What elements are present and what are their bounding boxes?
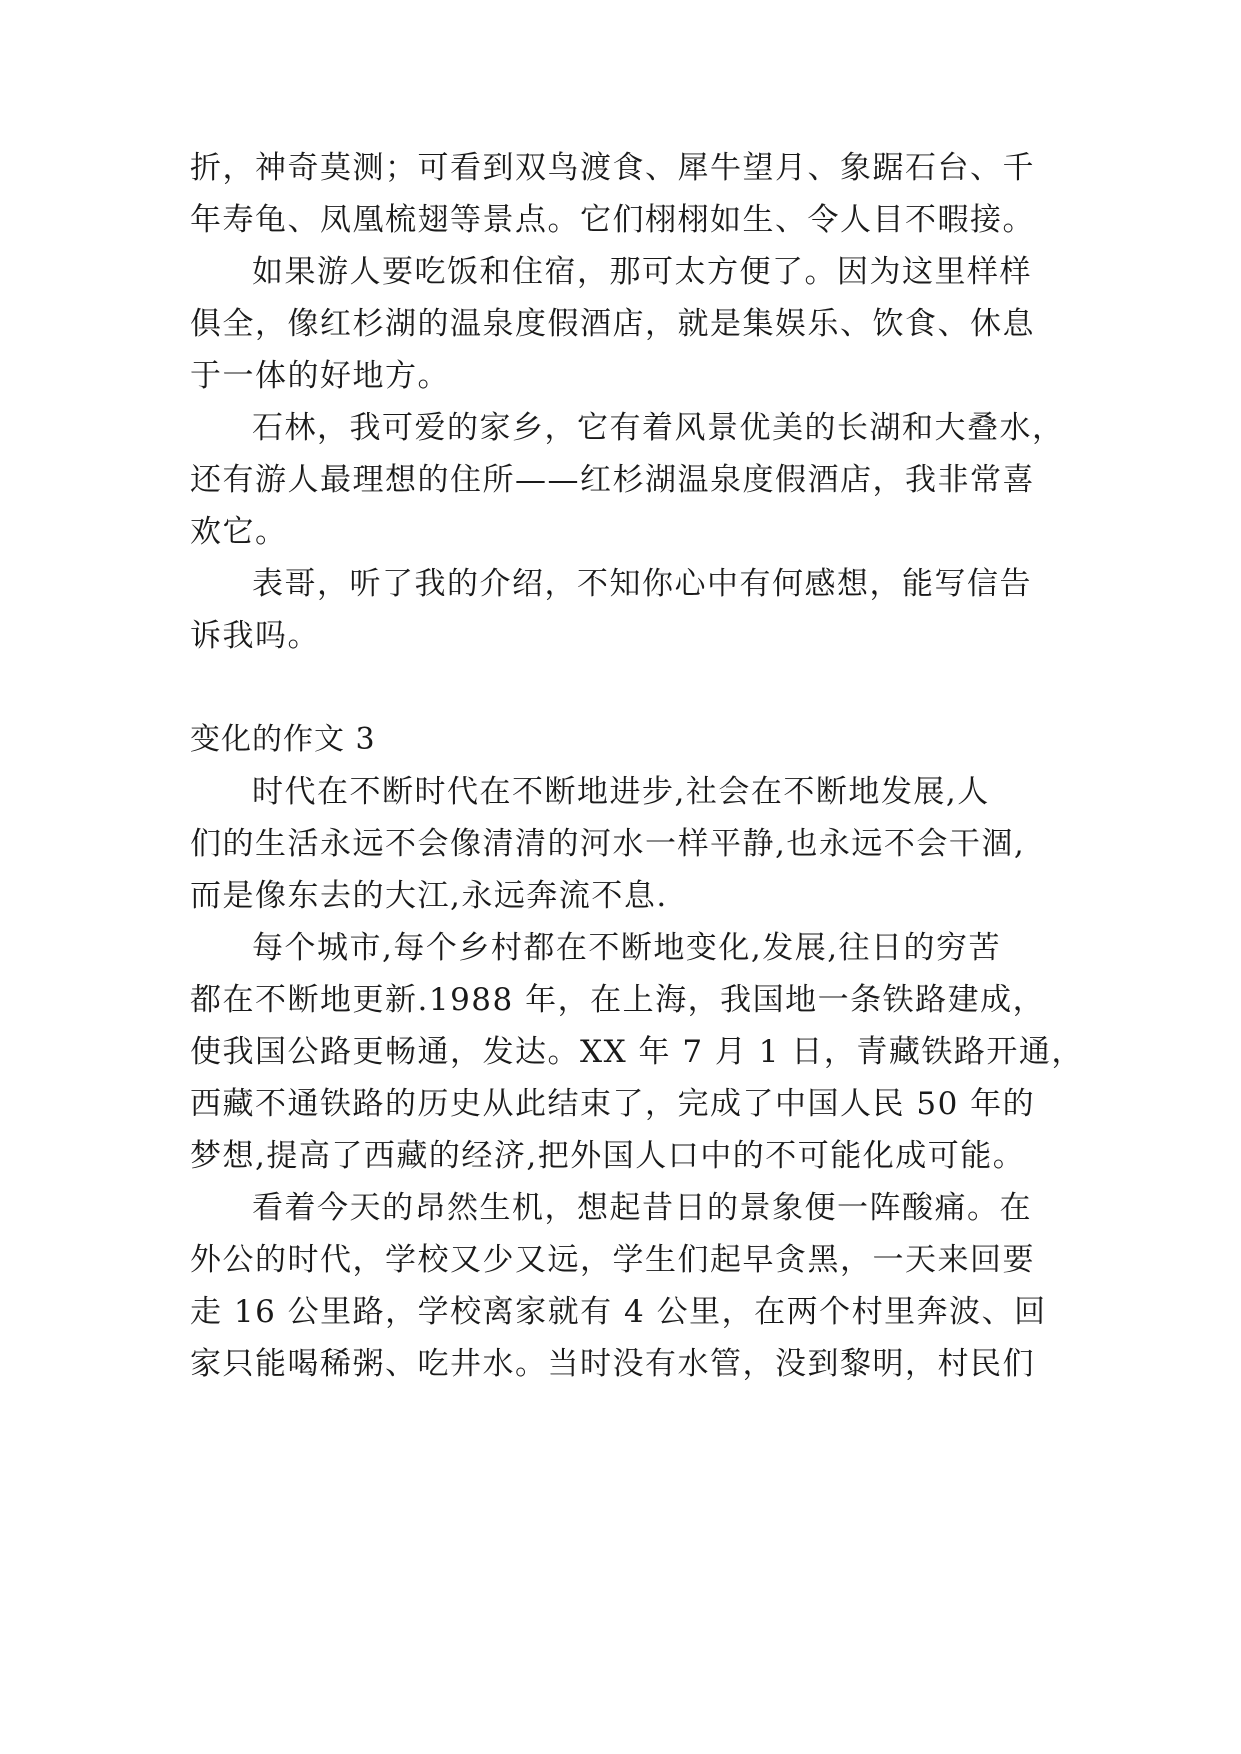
text-line: 折，神奇莫测；可看到双鸟渡食、犀牛望月、象踞石台、千 [190,150,1035,186]
text-line: 都在不断地更新.1988 年，在上海，我国地一条铁路建成， [190,982,1046,1018]
text-line: 还有游人最理想的住所——红杉湖温泉度假酒店，我非常喜 [190,462,1035,498]
paragraph-start: 表哥，听了我的介绍，不知你心中有何感想，能写信告 [252,566,1032,602]
paragraph-start: 每个城市,每个乡村都在不断地变化,发展,往日的穷苦 [252,930,1002,966]
paragraph-start: 看着今天的昂然生机，想起昔日的景象便一阵酸痛。在 [252,1190,1032,1226]
text-line: 而是像东去的大江,永远奔流不息. [190,878,668,914]
text-line: 于一体的好地方。 [190,358,450,394]
paragraph-start: 如果游人要吃饭和住宿，那可太方便了。因为这里样样 [252,254,1032,290]
text-line: 年寿龟、凤凰梳翅等景点。它们栩栩如生、令人目不暇接。 [190,202,1035,238]
text-line: 诉我吗。 [190,618,320,654]
paragraph-start: 石林，我可爱的家乡，它有着风景优美的长湖和大叠水， [252,410,1065,446]
section-title: 变化的作文 3 [190,722,376,757]
text-line: 外公的时代，学校又少又远，学生们起早贪黑，一天来回要 [190,1242,1035,1278]
text-line: 欢它。 [190,514,288,550]
text-line: 走 16 公里路，学校离家就有 4 公里，在两个村里奔波、回 [190,1294,1047,1330]
text-line: 们的生活永远不会像清清的河水一样平静,也永远不会干涸, [190,826,1026,862]
paragraph-start: 时代在不断时代在不断地进步,社会在不断地发展,人 [252,774,990,810]
text-line: 西藏不通铁路的历史从此结束了，完成了中国人民 50 年的 [190,1086,1036,1122]
text-line: 俱全，像红杉湖的温泉度假酒店，就是集娱乐、饮食、休息 [190,306,1035,342]
text-line: 家只能喝稀粥、吃井水。当时没有水管，没到黎明，村民们 [190,1346,1035,1382]
text-line: 梦想,提高了西藏的经济,把外国人口中的不可能化成可能。 [190,1138,1026,1174]
text-line: 使我国公路更畅通，发达。XX 年 7 月 1 日，青藏铁路开通， [190,1034,1084,1070]
